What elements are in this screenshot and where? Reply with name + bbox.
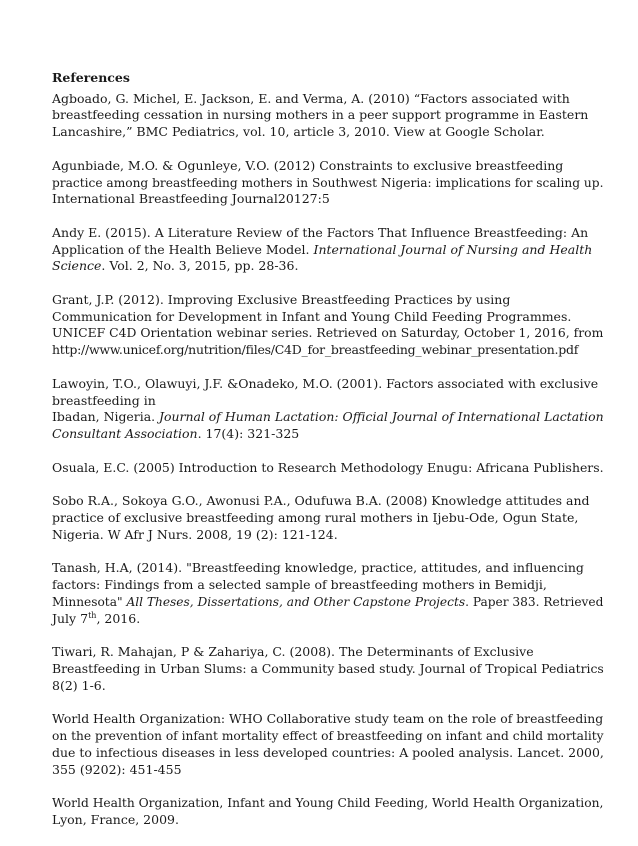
- ordinal-suffix: th: [88, 610, 97, 620]
- reference-line: Tanash, H.A, (2014). "Breastfeeding knowledge, practice, attitudes, and influencing: [52, 560, 584, 576]
- reference-line: on the prevention of infant mortality effect of breastfeeding on infant and child mortality: [52, 729, 604, 744]
- reference-line: Lancashire,” BMC Pediatrics, vol. 10, article 3, 2010. View at Google Scholar.: [52, 124, 545, 140]
- reference-line: breastfeeding in: [52, 392, 156, 408]
- reference-line: 8(2) 1-6.: [52, 677, 106, 693]
- reference-line: Sobo R.A., Sokoya G.O., Awonusi P.A., Odufuwa B.A. (2008) Knowledge attitudes and: [52, 493, 590, 509]
- reference-text: Ibadan, Nigeria.: [52, 409, 160, 425]
- reference-line: World Health Organization: WHO Collaborative study team on the role of breastfeeding: [52, 711, 604, 727]
- reference-line: Grant, J.P. (2012). Improving Exclusive Breastfeeding Practices by using: [52, 292, 511, 308]
- reference-tiwari: [52, 644, 604, 694]
- reference-line: breastfeeding cessation in nursing mothers in a peer support programme in Eastern: [52, 107, 589, 123]
- reference-text: Application of the Health Believe Model.: [52, 241, 314, 257]
- reference-line: [52, 242, 592, 259]
- reference-line: practice of exclusive breastfeeding among rural mothers in Ijebu-Ode, Ogun State,: [52, 510, 579, 526]
- reference-agunbiade: [52, 158, 604, 208]
- reference-grant: [52, 292, 604, 359]
- reference-line: factors: Findings from a selected sample of breastfeeding mothers in Bemidji,: [52, 577, 547, 593]
- reference-text: . Vol. 2, No. 3, 2015, pp. 28-36.: [101, 258, 299, 274]
- reference-agboado: [52, 91, 604, 141]
- reference-line: [52, 426, 299, 443]
- reference-andy: [52, 225, 604, 275]
- references-heading: References: [52, 70, 130, 85]
- reference-lawoyin: [52, 376, 604, 443]
- reference-line: Communication for Development in Infant and Young Child Feeding Programmes.: [52, 308, 572, 324]
- reference-line: Nigeria. W Afr J Nurs. 2008, 19 (2): 121-124.: [52, 526, 338, 542]
- reference-line: Tiwari, R. Mahajan, P & Zahariya, C. (2008). The Determinants of Exclusive: [52, 644, 534, 660]
- reference-line: World Health Organization, Infant and Young Child Feeding, World Health Organization,: [52, 796, 604, 811]
- reference-url: http://www.unicef.org/nutrition/files/C4D_for_breastfeeding_webinar_presentation.pdf: [52, 342, 579, 358]
- reference-line: 355 (9202): 451-455: [52, 761, 182, 777]
- reference-text: . 17(4): 321-325: [197, 425, 300, 441]
- reference-line: Andy E. (2015). A Literature Review of the Factors That Influence Breastfeeding: An: [52, 224, 589, 240]
- journal-title: All Theses, Dissertations, and Other Capstone Projects: [126, 594, 466, 609]
- reference-tanash: [52, 560, 604, 627]
- reference-osuala: [52, 460, 604, 477]
- reference-who-collaborative: [52, 711, 604, 778]
- reference-line: due to infectious diseases in less developed countries: A pooled analysis. Lancet. 2000,: [52, 744, 604, 760]
- reference-text: , 2016.: [96, 610, 141, 626]
- journal-title: Consultant Association: [52, 425, 198, 441]
- reference-line: [52, 594, 603, 611]
- references-page: [52, 70, 604, 846]
- journal-title: Journal of Human Lactation: Official Journal of International Lactation: [159, 409, 604, 425]
- reference-line: Lawoyin, T.O., Olawuyi, J.F. &Onadeko, M.O. (2001). Factors associated with exclusive: [52, 375, 599, 391]
- reference-text: . Paper 383. Retrieved: [465, 594, 604, 609]
- reference-line: [52, 611, 140, 628]
- reference-sobo: [52, 493, 604, 543]
- reference-text: July 7: [52, 610, 89, 626]
- reference-line: [52, 258, 298, 275]
- reference-who-feeding: [52, 795, 604, 828]
- reference-line: Osuala, E.C. (2005) Introduction to Research Methodology Enugu: Africana Publishers.: [52, 459, 604, 475]
- reference-text: Minnesota": [52, 594, 127, 609]
- reference-line: [52, 409, 604, 426]
- reference-line: Agboado, G. Michel, E. Jackson, E. and Verma, A. (2010) “Factors associated with: [52, 90, 570, 106]
- reference-line: Agunbiade, M.O. & Ogunleye, V.O. (2012) Constraints to exclusive breastfeeding: [52, 157, 564, 173]
- reference-line: practice among breastfeeding mothers in Southwest Nigeria: implications for scaling up.: [52, 175, 604, 190]
- journal-title: International Journal of Nursing and Health: [313, 241, 593, 257]
- reference-line: International Breastfeeding Journal20127:5: [52, 191, 330, 207]
- journal-title: Science: [52, 258, 102, 274]
- reference-line: Breastfeeding in Urban Slums: a Community based study. Journal of Tropical Pediatrics: [52, 660, 604, 676]
- reference-line: Lyon, France, 2009.: [52, 811, 179, 827]
- reference-line: UNICEF C4D Orientation webinar series. Retrieved on Saturday, October 1, 2016, from: [52, 326, 604, 341]
